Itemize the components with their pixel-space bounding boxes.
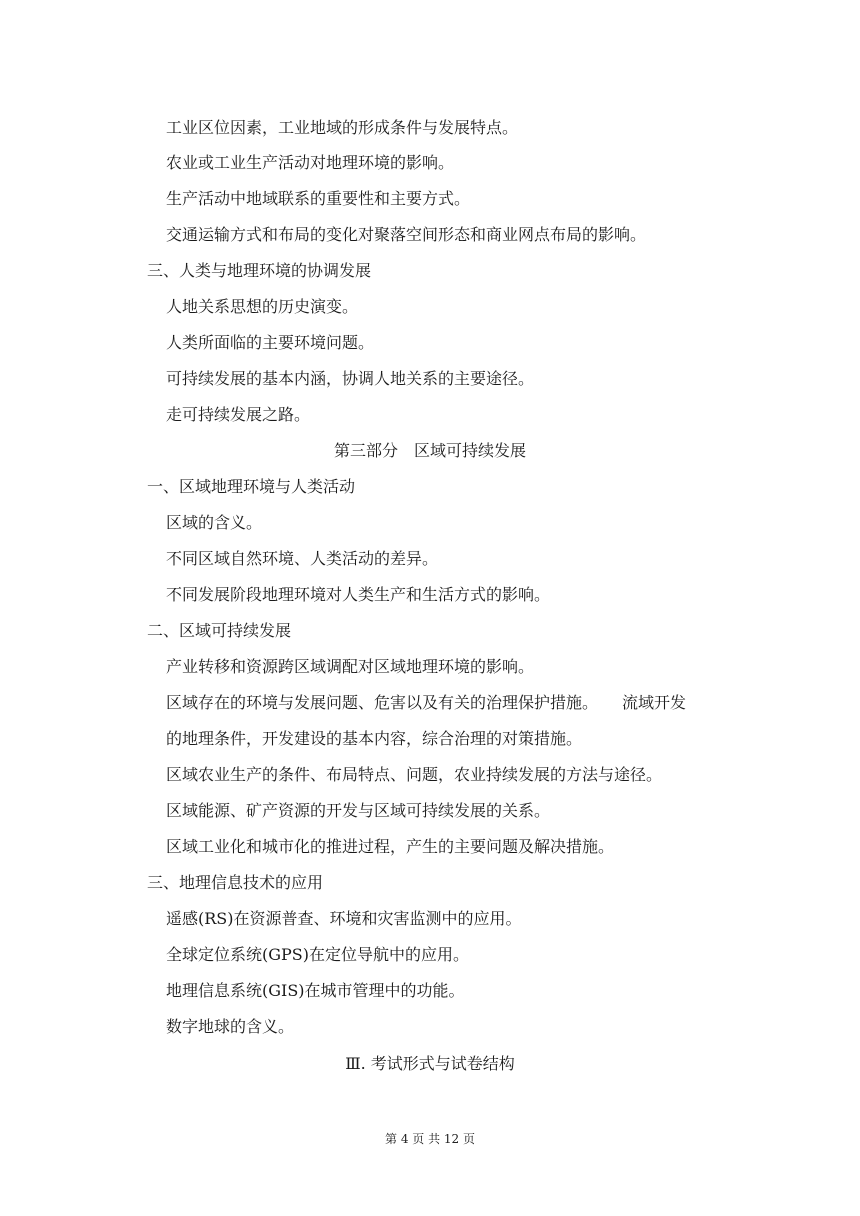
section-heading: 二、区域可持续发展	[147, 621, 292, 640]
body-line: 区域农业生产的条件、布局特点、问题，农业持续发展的方法与途径。	[166, 765, 663, 784]
section-heading: 三、人类与地理环境的协调发展	[147, 261, 372, 280]
body-line: 区域能源、矿产资源的开发与区域可持续发展的关系。	[166, 801, 551, 820]
body-line: 不同区域自然环境、人类活动的差异。	[166, 549, 439, 568]
body-line: 产业转移和资源跨区域调配对区域地理环境的影响。	[166, 657, 535, 676]
body-line: 走可持续发展之路。	[166, 405, 311, 424]
body-line: 生产活动中地域联系的重要性和主要方式。	[166, 189, 471, 208]
section-heading: 一、区域地理环境与人类活动	[147, 477, 356, 496]
section-heading: 三、地理信息技术的应用	[147, 873, 324, 892]
body-line: 全球定位系统(GPS)在定位导航中的应用。	[166, 945, 469, 964]
body-line: 区域的含义。	[166, 513, 263, 532]
body-line: 数字地球的含义。	[166, 1017, 295, 1036]
page-number-footer: 第 4 页 共 12 页	[385, 1132, 475, 1146]
body-line: 农业或工业生产活动对地理环境的影响。	[166, 153, 455, 172]
chapter-title: Ⅲ. 考试形式与试卷结构	[345, 1054, 515, 1073]
body-line: 不同发展阶段地理环境对人类生产和生活方式的影响。	[166, 585, 551, 604]
body-line: 区域存在的环境与发展问题、危害以及有关的治理保护措施。 流域开发	[166, 693, 687, 712]
body-line: 遥感(RS)在资源普查、环境和灾害监测中的应用。	[166, 909, 522, 928]
body-line: 可持续发展的基本内涵，协调人地关系的主要途径。	[166, 369, 535, 388]
body-line: 工业区位因素，工业地域的形成条件与发展特点。	[166, 118, 519, 137]
body-line: 地理信息系统(GIS)在城市管理中的功能。	[166, 981, 465, 1000]
body-line: 区域工业化和城市化的推进过程，产生的主要问题及解决措施。	[166, 837, 615, 856]
body-line: 交通运输方式和布局的变化对聚落空间形态和商业网点布局的影响。	[166, 225, 647, 244]
body-line: 的地理条件，开发建设的基本内容，综合治理的对策措施。	[166, 729, 583, 748]
part-title: 第三部分 区域可持续发展	[333, 441, 526, 460]
body-line: 人地关系思想的历史演变。	[166, 297, 359, 316]
body-line: 人类所面临的主要环境问题。	[166, 333, 375, 352]
